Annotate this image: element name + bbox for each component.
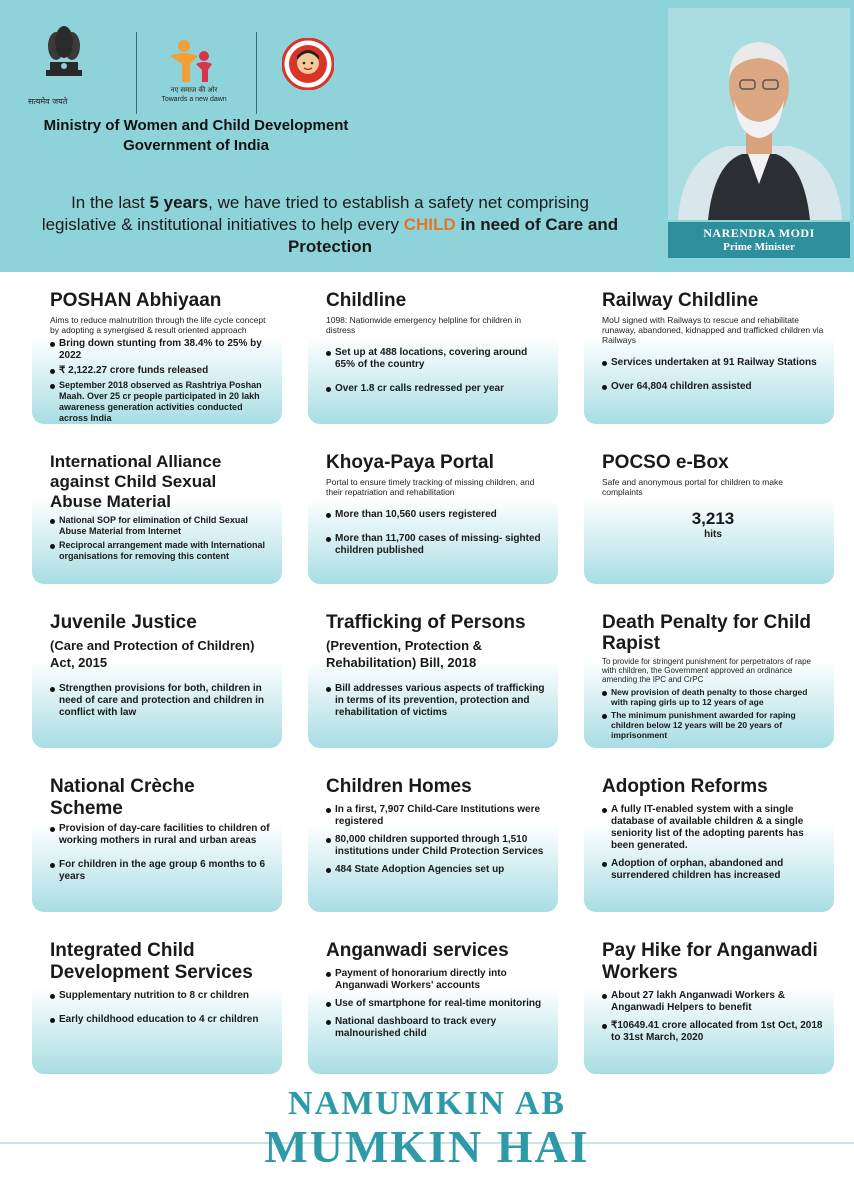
pocso-hits-count: 3,213	[691, 509, 735, 528]
wcd-caption-hindi: नए समाज की ओर	[170, 87, 218, 94]
card-title: Juvenile Justice	[50, 612, 197, 633]
card-title: International Alliance against Child Sexual Abuse Material	[50, 452, 222, 511]
card-poshan-abhiyaan	[32, 284, 282, 424]
tagline-text: , we have tried to establish a safety net comprising legislative & institutional initiatives to help every	[41, 193, 589, 234]
card-bullet: New provision of death penalty to those charged with raping girls up to 12 years of age	[602, 687, 824, 707]
card-bullet: The minimum punishment awarded for raping children below 12 years will be 20 years of imprisonment	[602, 710, 824, 740]
card-juvenile-justice	[32, 606, 282, 748]
card-bullet: A fully IT-enabled system with a single database of available children & a single seniority list of the adopting parents has been generated.	[602, 804, 824, 852]
emblem-motto: सत्यमेव जयते	[28, 97, 68, 106]
card-description: Portal to ensure timely tracking of missing children, and their repatriation and rehabilitation	[326, 477, 535, 497]
card-railway-childline	[584, 284, 834, 424]
beti-bachao-logo-icon	[282, 38, 334, 90]
card-description: Safe and anonymous portal for children to make complaints	[602, 477, 783, 497]
card-title: Anganwadi services	[326, 940, 509, 961]
card-bullet: National dashboard to track every malnourished child	[326, 1016, 548, 1040]
pm-title: Prime Minister	[723, 241, 795, 253]
card-title: Khoya-Paya Portal	[326, 452, 494, 473]
slogan-line-2: MUMKIN HAI	[264, 1121, 590, 1172]
card-title: National Crèche Scheme	[50, 776, 195, 819]
card-bullet: Services undertaken at 91 Railway Stations	[602, 357, 824, 369]
card-bullet: Over 1.8 cr calls redressed per year	[326, 383, 548, 395]
pm-name-banner	[668, 222, 850, 258]
logo-divider	[256, 32, 257, 114]
card-bullet: 80,000 children supported through 1,510 institutions under Child Protection Services	[326, 834, 548, 858]
card-bullet: September 2018 observed as Rashtriya Poshan Maah. Over 25 cr people participated in 20 lakh awareness generation activities conducted across India	[50, 380, 272, 424]
wcd-ministry-logo-icon	[160, 38, 230, 88]
wcd-caption-english: Towards a new dawn	[161, 96, 227, 103]
card-title: Integrated Child Development Services	[50, 940, 253, 983]
tagline-years: 5 years	[149, 193, 209, 212]
ministry-line-2: Government of India	[123, 137, 269, 154]
logo-divider	[136, 32, 137, 114]
card-title: Children Homes	[326, 776, 472, 797]
card-death-penalty	[584, 606, 834, 748]
ministry-name	[26, 116, 366, 156]
card-title: POSHAN Abhiyaan	[50, 290, 222, 311]
card-bullet: Early childhood education to 4 cr children	[50, 1014, 272, 1026]
card-pocso-ebox	[584, 446, 834, 584]
card-pay-hike-anganwadi	[584, 934, 834, 1074]
tagline-text: in need of Care and Protection	[287, 215, 619, 256]
card-title: Pay Hike for Anganwadi Workers	[602, 940, 818, 983]
wcd-caption	[154, 86, 234, 104]
card-description: MoU signed with Railways to rescue and rehabilitate runaway, abandoned, kidnapped and trafficked children via Railways	[602, 315, 824, 345]
card-title: Childline	[326, 290, 407, 311]
prime-minister-portrait	[668, 8, 850, 220]
card-anganwadi-services	[308, 934, 558, 1074]
card-bullet: Set up at 488 locations, covering around 65% of the country	[326, 347, 548, 371]
card-title: POCSO e-Box	[602, 452, 729, 473]
card-bullet: For children in the age group 6 months to 6 years	[50, 859, 272, 883]
card-title: Railway Childline	[602, 290, 759, 311]
card-description: Aims to reduce malnutrition through the life cycle concept by adopting a synergised & result oriented approach	[50, 315, 266, 335]
tagline-text: In the last	[71, 193, 150, 212]
card-bullet: Reciprocal arrangement made with International organisations for removing this content	[50, 540, 272, 562]
card-bullet: More than 10,560 users registered	[326, 509, 548, 521]
card-bullet: ₹ 2,122.27 crore funds released	[50, 365, 272, 377]
card-bullet: Bring down stunting from 38.4% to 25% by 2022	[50, 338, 272, 362]
ministry-line-1: Ministry of Women and Child Development	[43, 117, 349, 134]
card-bullet: Bill addresses various aspects of trafficking in terms of its prevention, protection and rehabilitation of victims	[326, 683, 548, 719]
card-bullet: ₹10649.41 crore allocated from 1st Oct, 2018 to 31st March, 2020	[602, 1020, 824, 1044]
card-children-homes	[308, 770, 558, 912]
card-bullet: Payment of honorarium directly into Anganwadi Workers' accounts	[326, 968, 548, 992]
card-bullet: Provision of day-care facilities to children of working mothers in rural and urban areas	[50, 823, 272, 847]
card-title: Death Penalty for Child Rapist	[602, 612, 812, 654]
card-bullet: More than 11,700 cases of missing- sighted children published	[326, 533, 548, 557]
card-international-alliance	[32, 446, 282, 584]
card-national-creche-scheme	[32, 770, 282, 912]
card-bullet: National SOP for elimination of Child Sexual Abuse Material from Internet	[50, 515, 272, 537]
card-bullet: 484 State Adoption Agencies set up	[326, 864, 548, 876]
card-subtitle: (Care and Protection of Children) Act, 2015	[50, 638, 255, 670]
tagline-child: CHILD	[403, 215, 456, 234]
header-banner	[0, 0, 854, 272]
pocso-hits-label: hits	[704, 529, 722, 540]
footer-slogan	[0, 1086, 854, 1172]
card-trafficking-of-persons	[308, 606, 558, 748]
card-bullet: Strengthen provisions for both, children in need of care and protection and children in conflict with law	[50, 683, 272, 719]
card-description: To provide for stringent punishment for perpetrators of rape with children, the Government approved an ordinance amending the IPC and CrPC	[602, 657, 811, 684]
national-emblem-icon	[44, 22, 84, 88]
card-khoya-paya-portal	[308, 446, 558, 584]
card-description: 1098: Nationwide emergency helpline for children in distress	[326, 315, 522, 335]
pm-name: NARENDRA MODI	[703, 226, 815, 240]
card-bullet: Supplementary nutrition to 8 cr children	[50, 990, 272, 1002]
slogan-line-1: NAMUMKIN AB	[288, 1085, 566, 1122]
card-bullet: Over 64,804 children assisted	[602, 381, 824, 393]
card-title: Trafficking of Persons	[326, 612, 526, 633]
card-title: Adoption Reforms	[602, 776, 768, 797]
card-bullet: In a first, 7,907 Child-Care Institutions were registered	[326, 804, 548, 828]
card-icds	[32, 934, 282, 1074]
card-bullet: Adoption of orphan, abandoned and surrendered children has increased	[602, 858, 824, 882]
card-bullet: About 27 lakh Anganwadi Workers & Anganwadi Helpers to benefit	[602, 990, 824, 1014]
headline-tagline	[40, 192, 620, 258]
card-childline	[308, 284, 558, 424]
card-adoption-reforms	[584, 770, 834, 912]
card-bullet: Use of smartphone for real-time monitoring	[326, 998, 548, 1010]
card-subtitle: (Prevention, Protection & Rehabilitation) Bill, 2018	[326, 638, 483, 670]
